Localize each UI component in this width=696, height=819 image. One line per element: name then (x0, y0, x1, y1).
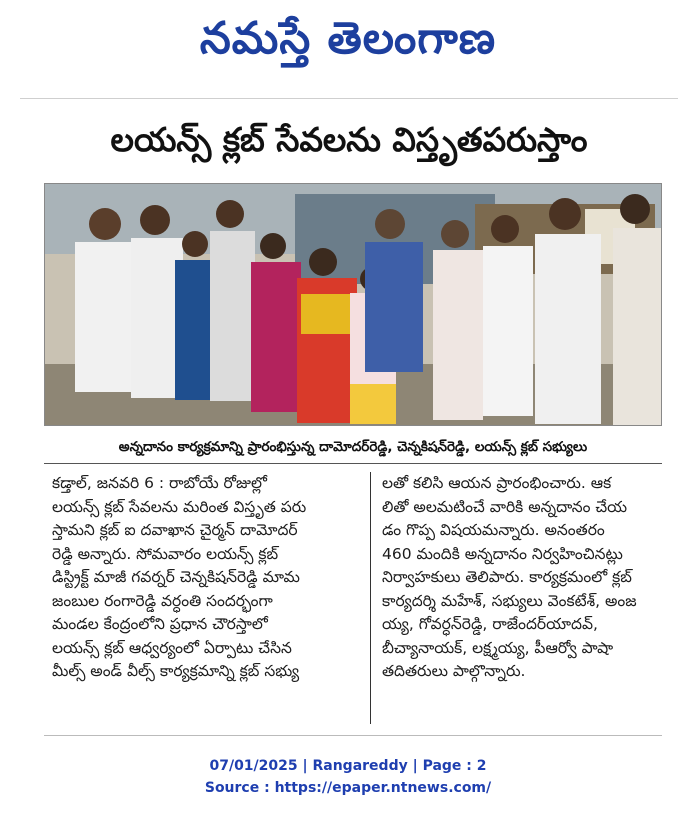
body-line: స్తామని క్లబ్ ఐ దవాఖాన చైర్మన్ దామోదర్ (52, 521, 298, 539)
photo-caption: అన్నదానం కార్యక్రమాన్ని ప్రారంభిస్తున్న దామోదర్‌రెడ్డి, చెన్నకిషన్‌రెడ్డి, లయన్స్ క్లబ్ సభ్యులు (118, 439, 588, 455)
body-line: తదితరులు పాల్గొన్నారు. (382, 662, 526, 680)
body-line: య్య, గోవర్ధన్‌రెడ్డి, రాజేందర్‌యాదవ్, (382, 615, 598, 633)
body-line: రెడ్డి అన్నారు. సోమవారం లయన్స్ క్లబ్ (52, 544, 279, 563)
bottom-divider (44, 735, 662, 736)
body-line: బీచ్యానాయక్, లక్ష్మయ్య, పీఆర్వో పాషా (382, 638, 614, 657)
article-column-left (52, 472, 362, 684)
body-line: మండల కేంద్రంలోని ప్రధాన చౌరస్తాలో (52, 615, 268, 633)
article-headline: లయన్స్ క్లబ్ సేవలను విస్తృతపరుస్తాం (110, 120, 588, 159)
body-line: 460 మందికి అన్నదానం నిర్వహించినట్లు (382, 544, 623, 563)
body-line: డం గొప్ప విషయమన్నారు. అనంతరం (382, 521, 605, 539)
source-link[interactable]: Source : https://epaper.ntnews.com/ (204, 780, 492, 796)
body-line: లయన్స్ క్లబ్ ఆధ్వర్యంలో ఏర్పాటు చేసిన (52, 638, 292, 657)
body-line: జంబుల రంగారెడ్డి వర్ధంతి సందర్భంగా (52, 591, 273, 610)
body-line: లతో కలిసి ఆయన ప్రారంభించారు. ఆక (382, 474, 612, 492)
article-column-right (382, 472, 674, 684)
newspaper-masthead (0, 8, 696, 70)
body-line: నిర్వాహకులు తెలిపారు. కార్యక్రమంలో క్లబ్ (382, 568, 632, 586)
article-photo (44, 183, 662, 426)
body-line: లితో అలమటించే వారికి అన్నదానం చేయ (382, 497, 628, 516)
body-line: కార్యదర్శి మహేశ్, సభ్యులు వెంకటేశ్, అంజ (382, 591, 637, 610)
top-divider (20, 98, 678, 99)
body-line: మీల్స్ అండ్ వీల్స్ కార్యక్రమాన్ని క్లబ్ సభ్యు (52, 662, 300, 680)
body-line: డిస్ట్రిక్ట్ మాజీ గవర్నర్ చెన్నకిషన్‌రెడ్డి మామ (52, 568, 300, 586)
body-line: కడ్తాల్, జనవరి 6 : రాబోయే రోజుల్లో (52, 474, 267, 492)
page-meta: 07/01/2025 | Rangareddy | Page : 2 (209, 758, 487, 774)
body-line: లయన్స్ క్లబ్ సేవలను మరింత విస్తృత పరు (52, 497, 307, 516)
column-divider (370, 472, 371, 724)
masthead-title: నమస్తే తెలంగాణ (199, 13, 497, 64)
caption-divider (44, 463, 662, 464)
